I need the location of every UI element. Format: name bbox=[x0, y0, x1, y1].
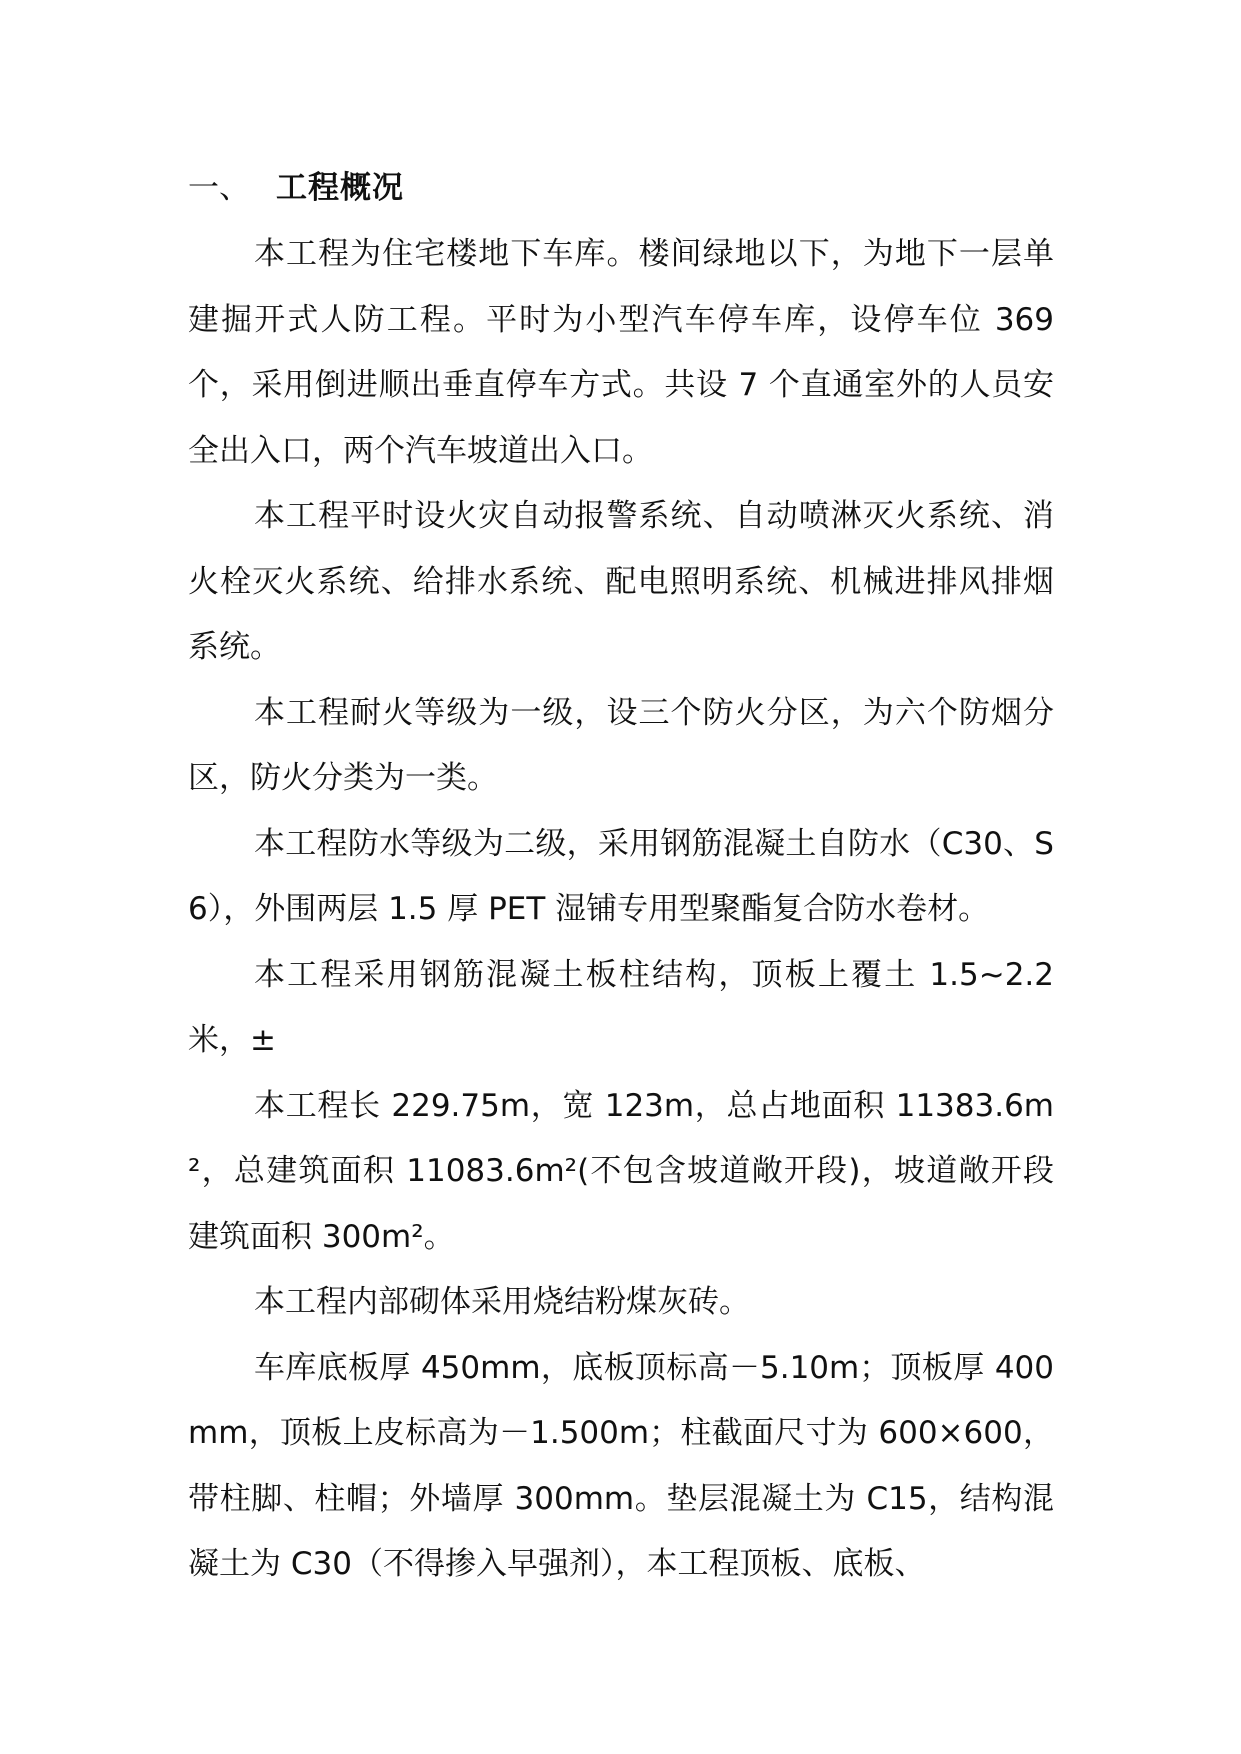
paragraph-fire-rating: 本工程耐火等级为一级，设三个防火分区，为六个防烟分区，防火分类为一类。 bbox=[188, 694, 1054, 796]
section-title: 工程概况 bbox=[276, 170, 404, 206]
paragraph-slab-details: 车库底板厚 450mm，底板顶标高－5.10m；顶板厚 400mm，顶板上皮标高为－1.500m；柱截面尺寸为 600×600，带柱脚、柱帽；外墙厚 300mm。垫层混凝土为 C15，结构混凝土为 C30（不得掺入早强剂），本工程顶板、底板、 bbox=[188, 1349, 1054, 1582]
document-body bbox=[188, 162, 1054, 1598]
section-heading bbox=[188, 162, 1054, 214]
paragraph-systems: 本工程平时设火灾自动报警系统、自动喷淋灭火系统、消火栓灭火系统、给排水系统、配电照明系统、机械进排风排烟系统。 bbox=[188, 498, 1054, 665]
paragraph-structure: 本工程采用钢筋混凝土板柱结构，顶板上覆土 1.5~2.2 米，± bbox=[188, 956, 1054, 1058]
paragraph-waterproofing: 本工程防水等级为二级，采用钢筋混凝土自防水（C30、S6），外围两层 1.5 厚 PET 湿铺专用型聚酯复合防水卷材。 bbox=[188, 825, 1054, 927]
paragraph-project-overview: 本工程为住宅楼地下车库。楼间绿地以下，为地下一层单建掘开式人防工程。平时为小型汽车停车库，设停车位 369 个，采用倒进顺出垂直停车方式。共设 7 个直通室外的人员安全出入口，两个汽车坡道出入口。 bbox=[188, 236, 1054, 469]
paragraph-dimensions: 本工程长 229.75m，宽 123m，总占地面积 11383.6m²，总建筑面积 11083.6m²(不包含坡道敞开段)，坡道敞开段建筑面积 300m²。 bbox=[188, 1087, 1054, 1255]
paragraph-masonry: 本工程内部砌体采用烧结粉煤灰砖。 bbox=[254, 1284, 750, 1320]
section-number: 一、 bbox=[188, 170, 250, 206]
